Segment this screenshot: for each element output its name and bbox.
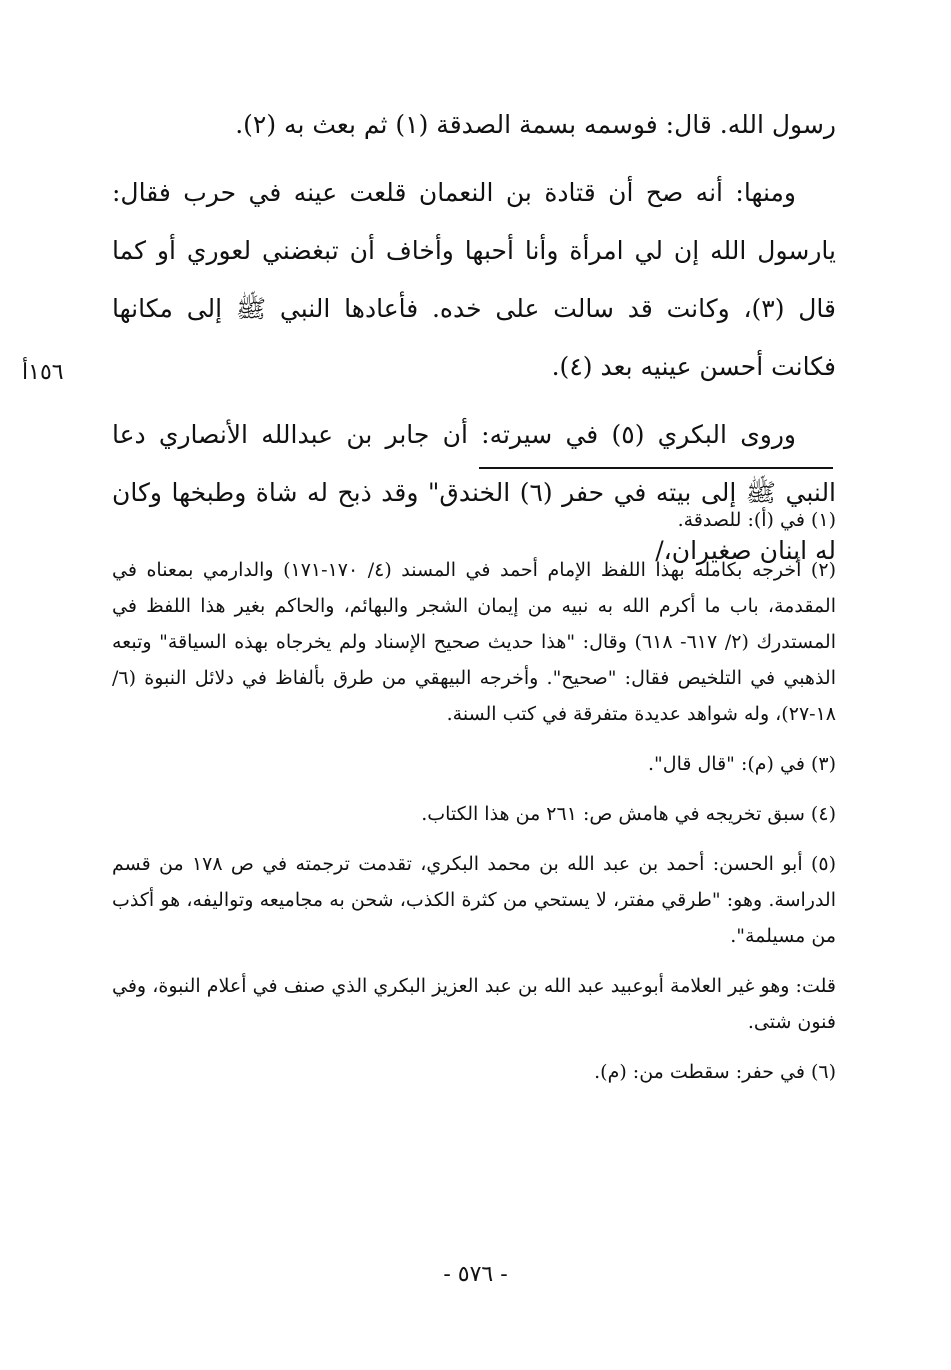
footnote-2: (٢) أخرجه بكامله بهذا اللفظ الإمام أحمد في المسند (٤/ ١٧٠-١٧١) والدارمي بمعناه في المقدمة، باب ما أكرم الله به نبيه من إيمان الشجر والبهائم، والحاكم بغير هذا اللفظ في المستدرك (٢/ ٦١٧- ٦١٨) وقال: "هذا حديث صحيح الإسناد ولم يخرجاه بهذه السياقة" وتبعه الذهبي في التلخيص فقال: "صحيح". وأخرجه البيهقي من طرق بألفاظ في دلائل النبوة (٦/ ١٨-٢٧)، وله شواهد عديدة متفرقة في كتب السنة. xyxy=(112,559,836,725)
paragraph-1: رسول الله. قال: فوسمه بسمة الصدقة (١) ثم بعث به (٢). xyxy=(235,110,836,139)
footnote-1: (١) في (أ): للصدقة. xyxy=(677,509,836,531)
footnote-5-comment: قلت: وهو غير العلامة أبوعبيد عبد الله بن عبد العزيز البكري الذي صنف في أعلام النبوة، وفي فنون شتى. xyxy=(112,975,836,1033)
footnote-5: (٥) أبو الحسن: أحمد بن عبد الله بن محمد البكري، تقدمت ترجمته في ص ١٧٨ من قسم الدراسة. وهو: "طرقي مفتر، لا يستحي من كثرة الكذب، شحن به مجاميعه وتواليفه، هو أكذب من مسيلمة". xyxy=(112,853,836,947)
paragraph-2: ومنها: أنه صح أن قتادة بن النعمان قلعت عينه في حرب فقال: يارسول الله إن لي امرأة وأنا أحبها وأخاف أن تبغضني لعوري أو كما قال (٣)، وكانت قد سالت على خده. فأعادها النبي ﷺ إلى مكانها فكانت أحسن عينيه بعد (٤). xyxy=(112,178,836,381)
footnotes xyxy=(112,502,836,1104)
page-number: - ٥٧٦ - xyxy=(443,1262,508,1287)
footnote-6: (٦) في حفر: سقطت من: (م). xyxy=(594,1061,836,1083)
footnote-4: (٤) سبق تخريجه في هامش ص: ٢٦١ من هذا الكتاب. xyxy=(421,803,836,825)
manuscript-folio-note: ١٥٦أ xyxy=(22,360,64,385)
paragraph-3: وروى البكري (٥) في سيرته: أن جابر بن عبدالله الأنصاري دعا النبي ﷺ إلى بيته في حفر (٦) الخندق" وقد ذبح له شاة وطبخها وكان له ابنان صغيران،/ xyxy=(112,420,837,565)
footnote-3: (٣) في (م): "قال قال". xyxy=(648,753,836,775)
footnote-separator xyxy=(479,467,833,469)
